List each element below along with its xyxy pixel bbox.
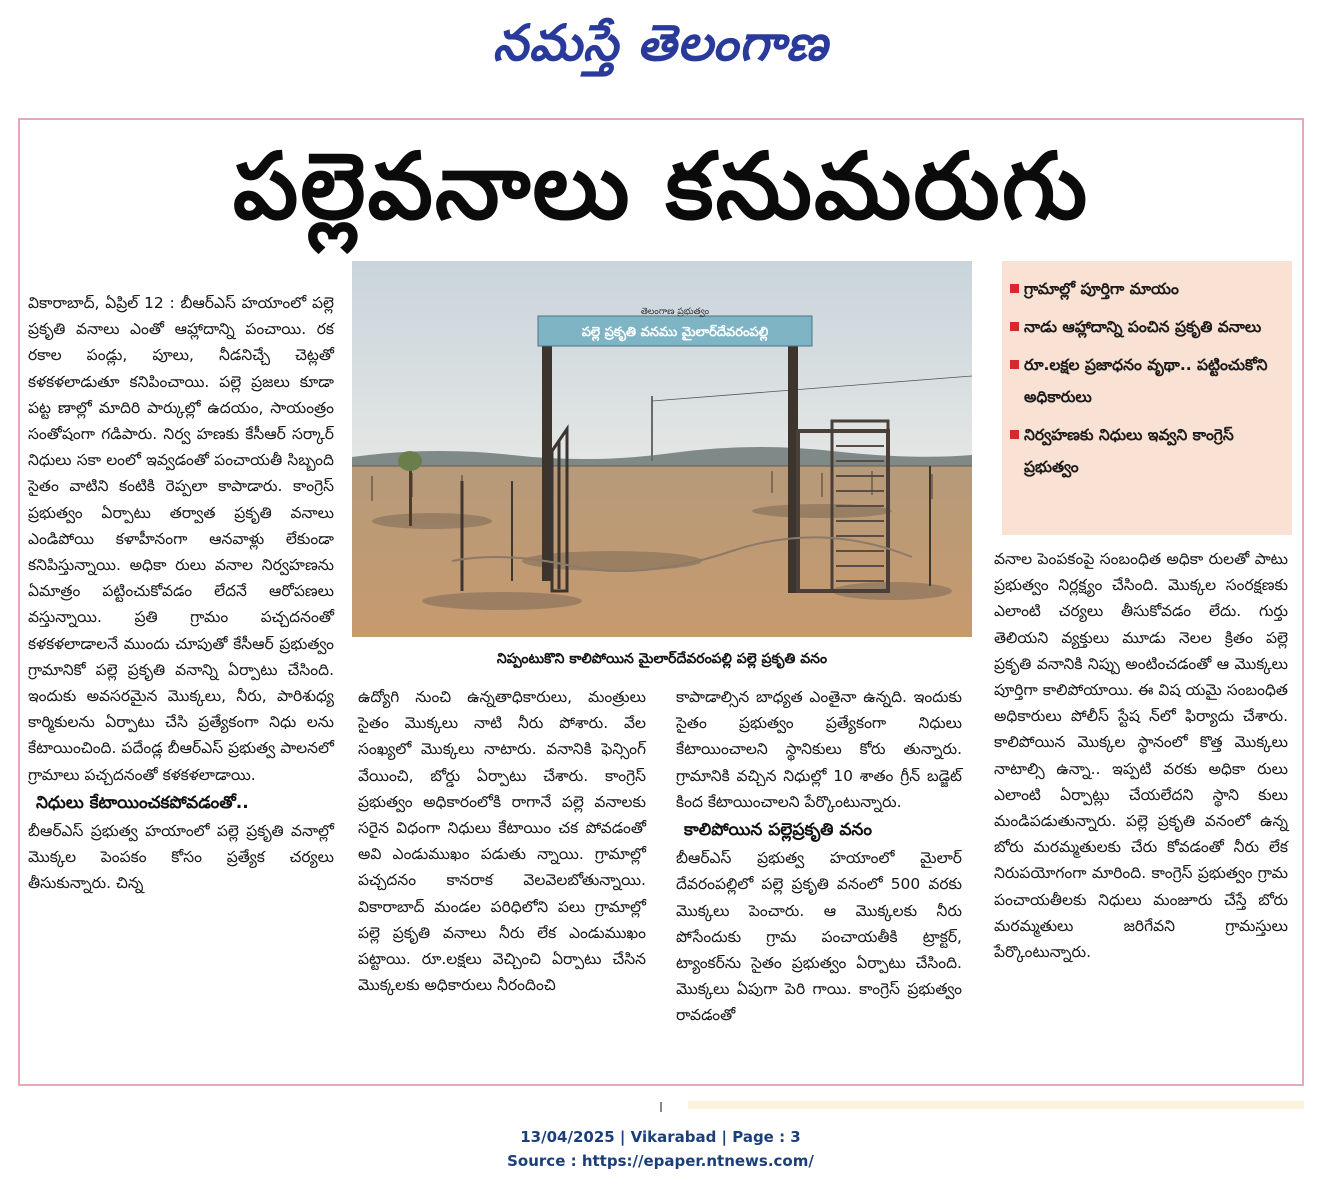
article-column-4 — [994, 546, 1288, 965]
body-paragraph: వికారాబాద్, ఏప్రిల్ 12 : బీఆర్ఎస్ హయాంలో పల్లె ప్రకృతి వనాలు ఎంతో ఆహ్లాదాన్ని పంచాయి. రక రకాల పండ్లు, పూలు, నీడనిచ్చే చెట్లతో కళకళలాడుతూ కనిపించాయి. పల్లె ప్రజలు కూడా పట్ట ణాల్లో మాదిరి పార్కుల్లో ఉదయం, సాయంత్రం సంతోషంగా గడిపారు. నిర్వ హణకు కేసీఆర్ సర్కార్ నిధులు సకా లంలో ఇవ్వడంతో పంచాయతీ సిబ్బంది సైతం వాటిని కంటికి రెప్పలా కాపాడారు. కాంగ్రెస్ ప్రభుత్వం ఏర్పాటు తర్వాత ప్రకృతి వనాలు ఎండిపోయి కళాహీనంగా ఆనవాళ్లు లేకుండా కనిపిస్తున్నాయి. అధికా రులు వనాల నిర్వహణను ఏమాత్రం పట్టించుకోవడం లేదనే ఆరోపణలు వస్తున్నాయి. ప్రతి గ్రామం పచ్చదనంతో కళకళలాడాలనే ముందు చూపుతో కేసీఆర్ ప్రభుత్వం గ్రామానికో పల్లె ప్రకృతి వనాన్ని ఏర్పాటు చేసింది. ఇందుకు అవసరమైన మొక్కలు, నీరు, పారిశుధ్య కార్మికులను ఏర్పాటు చేసి ప్రత్యేకంగా నిధు లను కేటాయించింది. పదేండ్ల బీఆర్ఎస్ ప్రభుత్వ పాలనలో గ్రామాలు పచ్చదనంతో కళకళలాడాయి. — [28, 294, 334, 784]
page-divider — [660, 1102, 662, 1112]
article-column-2 — [358, 684, 646, 998]
faint-strip — [688, 1101, 1304, 1109]
highlight-item — [1024, 419, 1282, 483]
burnt-park-gate-illustration — [352, 261, 972, 637]
body-paragraph: ఉద్యోగి నుంచి ఉన్నతాధికారులు, మంత్రులు సైతం మొక్కలు నాటి నీరు పోశారు. వేల సంఖ్యలో మొక్కలు నాటారు. వనానికి ఫెన్సింగ్ వేయించి, బోర్డు ఏర్పాటు చేశారు. కాంగ్రెస్ ప్రభుత్వం అధికారంలోకి రాగానే పల్లె వనాలకు సరైన విధంగా నిధులు కేటాయిం చక పోవడంతో అవి ఎండుముఖం పడుతు న్నాయి. గ్రామాల్లో పచ్చదనం కానరాక వెలవెలబోతున్నాయి. వికారాబాద్ మండల పరిధిలోని పలు గ్రామాల్లో పల్లె ప్రకృతి వనాలు నీరు లేక ఎండుముఖం పట్టాయి. రూ.లక్షలు వెచ్చించి ఏర్పాటు చేసిన మొక్కలకు అధికారులు నీరందించి — [358, 688, 646, 995]
article-column-3 — [676, 684, 962, 1029]
highlight-item — [1024, 349, 1282, 413]
highlight-item — [1024, 311, 1282, 343]
body-paragraph: వనాల పెంపకంపై సంబంధిత అధికా రులతో పాటు ప్రభుత్వం నిర్లక్ష్యం చేసింది. మొక్కల సంరక్షణకు ఎలాంటి చర్యలు తీసుకోవడం లేదు. గుర్తు తెలియని వ్యక్తులు మూడు నెలల క్రితం పల్లె ప్రకృతి వనానికి నిప్పు అంటించడంతో ఆ మొక్కలు పూర్తిగా కాలిపోయాయి. ఈ విష యమై సంబంధిత అధికారులు పోలీస్ స్టేష న్‌లో ఫిర్యాదు చేశారు. కాలిపోయిన మొక్కల స్థానంలో కొత్త మొక్కలు నాటాల్సి ఉన్నా.. ఇప్పటి వరకు అధికా రులు ఎలాంటి ఏర్పాట్లు చేయలేదని స్థాని కులు మండిపడుతున్నారు. పల్లె ప్రకృతి వనంలో ఉన్న బోరు మరమ్మతులకు చేరు కోవడంతో నీరు లేక నిరుపయోగంగా మారింది. కాంగ్రెస్ ప్రభుత్వం గ్రామ పంచాయతీలకు నిధులు మంజూరు చేస్తే బోరు మరమ్మతులు జరిగేవని గ్రామస్తులు పేర్కొంటున్నారు. — [994, 550, 1288, 962]
highlight-text: గ్రామాల్లో పూర్తిగా మాయం — [1024, 280, 1179, 298]
photo-caption: నిప్పంటుకొని కాలిపోయిన మైలార్‌దేవరంపల్లి పల్లె ప్రకృతి వనం — [496, 651, 828, 667]
article-photo — [352, 261, 972, 637]
body-paragraph: బీఆర్ఎస్ ప్రభుత్వ హయాంలో పల్లె ప్రకృతి వనాల్లో మొక్కల పెంపకం కోసం ప్రత్యేక చర్యలు తీసుకున్నారు. చిన్న — [28, 822, 334, 893]
park-sign-text: పల్లె ప్రకృతి వనము మైలార్‌దేవరంపల్లి — [581, 325, 769, 340]
bullet-square-icon — [1010, 322, 1019, 331]
footer-source: Source : https://epaper.ntnews.com/ — [507, 1152, 814, 1170]
article-column-1 — [28, 290, 334, 897]
highlight-text: నిర్వహణకు నిధులు ఇవ్వని కాంగ్రెస్ ప్రభుత్వం — [1024, 426, 1234, 476]
bullet-square-icon — [1010, 430, 1019, 439]
masthead-title: నమస్తే తెలంగాణ — [492, 13, 829, 72]
bullet-square-icon — [1010, 360, 1019, 369]
footer-date-edition: 13/04/2025 | Vikarabad | Page : 3 — [520, 1128, 801, 1146]
body-paragraph: కాపాడాల్సిన బాధ్యత ఎంతైనా ఉన్నది. ఇందుకు సైతం ప్రభుత్వం ప్రత్యేకంగా నిధులు కేటాయించాలని స్థానికులు కోరు తున్నారు. గ్రామానికి వచ్చిన నిధుల్లో 10 శాతం గ్రీన్ బడ్జెట్ కింద కేటాయించాలని పేర్కొంటున్నారు. — [676, 688, 962, 811]
body-paragraph: బీఆర్ఎస్ ప్రభుత్వ హయాంలో మైలార్ దేవరంపల్లిలో పల్లె ప్రకృతి వనంలో 500 వరకు మొక్కలు పెంచారు. ఆ మొక్కలకు నీరు పోసేందుకు గ్రామ పంచాయతీకి ట్రాక్టర్, ట్యాంకర్‌ను సైతం ప్రభుత్వం ఏర్పాటు చేసింది. మొక్కలు ఏపుగా పెరి గాయి. కాంగ్రెస్ ప్రభుత్వం రావడంతో — [676, 849, 962, 1025]
article-headline: పల్లెవనాలు కనుమరుగు — [232, 133, 1090, 240]
bullet-square-icon — [1010, 284, 1019, 293]
highlight-text: నాడు ఆహ్లాదాన్ని పంచిన ప్రకృతి వనాలు — [1024, 318, 1262, 336]
highlight-text: రూ.లక్షల ప్రజాధనం వృథా.. పట్టించుకోని అధికారులు — [1024, 356, 1268, 406]
highlight-item — [1024, 273, 1282, 305]
subheading-burnt-park: కాలిపోయిన పల్లెప్రకృతి వనం — [684, 820, 872, 841]
subheading-funds: నిధులు కేటాయించకపోవడంతో.. — [36, 792, 249, 813]
sign-small-text: తెలంగాణ ప్రభుత్వం — [640, 307, 710, 317]
highlights-box — [1002, 261, 1292, 535]
